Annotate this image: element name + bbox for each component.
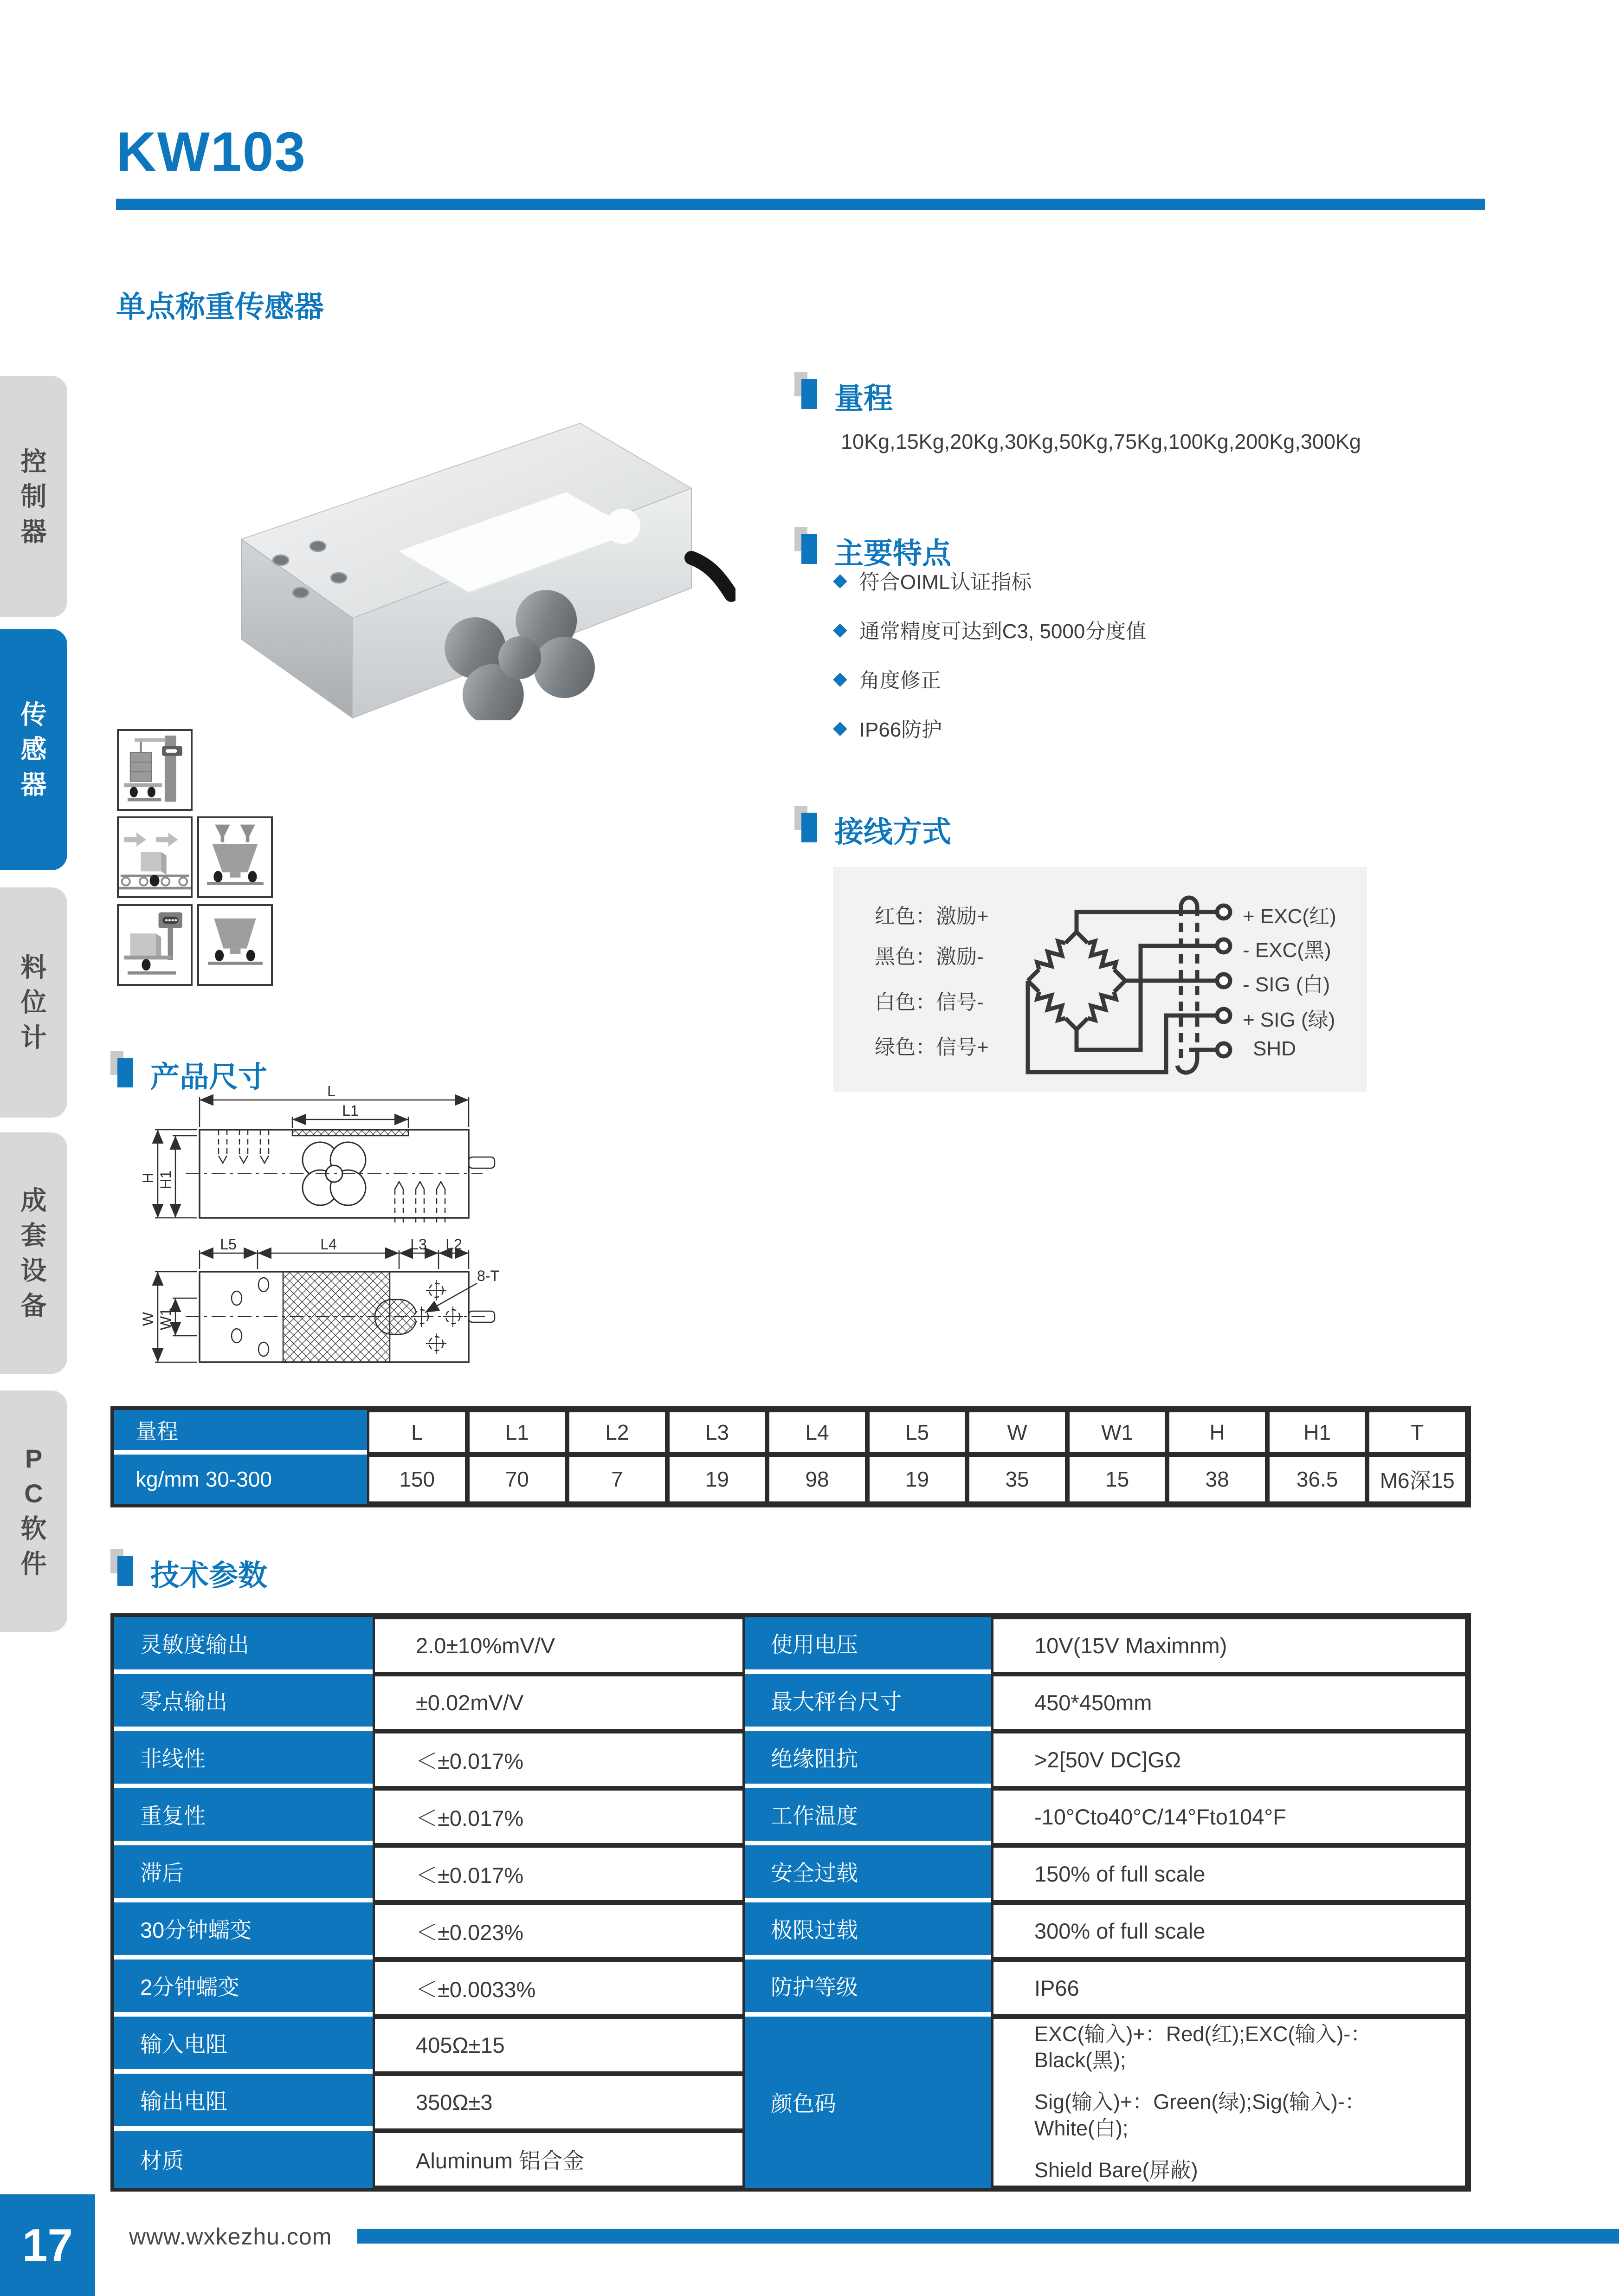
bench-scale-icon bbox=[117, 904, 193, 986]
sidebar-item-level-meters bbox=[0, 887, 67, 1118]
wire-label-red: 红色：激励+ bbox=[875, 905, 989, 928]
section-title: 接线方式 bbox=[834, 816, 951, 848]
sidebar-item-label: 控制器 bbox=[20, 446, 47, 546]
param-label: 使用电压 bbox=[745, 1617, 991, 1674]
dim-table-row-label: kg/mm 30-300 bbox=[114, 1455, 367, 1504]
param-label: 重复性 bbox=[114, 1788, 373, 1845]
terminal-label-sig-minus: - SIG (白) bbox=[1243, 973, 1330, 996]
color-code-line: Shield Bare(屏蔽) bbox=[1034, 2158, 1198, 2182]
diamond-bullet-icon: ◆ bbox=[833, 668, 847, 689]
wire-label-black: 黑色：激励- bbox=[875, 945, 984, 968]
dim-label-8T: 8-T bbox=[477, 1268, 499, 1284]
dim-label-L: L bbox=[327, 1086, 335, 1099]
param-value: ＜±0.017% bbox=[373, 1845, 745, 1902]
sidebar-item-label: 成套设备 bbox=[20, 1185, 47, 1320]
dim-table-value: 98 bbox=[767, 1455, 867, 1504]
cable bbox=[691, 558, 731, 595]
dim-table-value: M6深15 bbox=[1367, 1455, 1467, 1504]
dim-table-header: L2 bbox=[567, 1410, 667, 1455]
dim-table-value: 36.5 bbox=[1267, 1455, 1367, 1504]
dim-label-L3: L3 bbox=[410, 1239, 427, 1253]
feature-text: 角度修正 bbox=[859, 669, 941, 692]
dim-label-L1: L1 bbox=[342, 1102, 359, 1119]
product-photo bbox=[186, 358, 735, 720]
diamond-bullet-icon: ◆ bbox=[833, 570, 847, 590]
dim-label-W: W bbox=[140, 1312, 156, 1326]
page-title: KW103 bbox=[116, 121, 307, 183]
dim-label-L5: L5 bbox=[220, 1239, 237, 1253]
feature-item bbox=[833, 715, 942, 741]
dim-label-L4: L4 bbox=[320, 1239, 337, 1253]
param-label: 极限过载 bbox=[745, 1902, 991, 1960]
param-label: 最大秤台尺寸 bbox=[745, 1674, 991, 1731]
footer-bar bbox=[357, 2229, 1619, 2244]
param-label: 非线性 bbox=[114, 1731, 373, 1788]
param-value: ±0.02mV/V bbox=[373, 1674, 745, 1731]
hopper-scale-icon bbox=[197, 904, 273, 986]
tech-params-table bbox=[110, 1613, 1471, 2192]
param-label: 滞后 bbox=[114, 1845, 373, 1902]
param-label: 绝缘阻抗 bbox=[745, 1731, 991, 1788]
sidebar-item-label: PC软件 bbox=[20, 1443, 47, 1578]
param-label: 输出电阻 bbox=[114, 2074, 373, 2131]
dim-label-H1: H1 bbox=[157, 1170, 174, 1190]
top-view-drawing bbox=[139, 1239, 515, 1392]
feature-text: 符合OIML认证指标 bbox=[859, 571, 1032, 594]
param-value: >2[50V DC]GΩ bbox=[991, 1731, 1467, 1788]
param-value: Aluminum 铝合金 bbox=[373, 2131, 745, 2188]
param-label-color-code: 颜色码 bbox=[745, 2017, 991, 2188]
feature-item bbox=[833, 616, 1146, 642]
param-value: 2.0±10%mV/V bbox=[373, 1617, 745, 1674]
param-label: 输入电阻 bbox=[114, 2017, 373, 2074]
dim-table-header: L4 bbox=[767, 1410, 867, 1455]
dim-table-header-range: 量程 bbox=[114, 1410, 367, 1455]
color-code-line: Sig(输入)+：Green(绿);Sig(输入)-：White(白); bbox=[1034, 2090, 1366, 2140]
param-value: 450*450mm bbox=[991, 1674, 1467, 1731]
param-value: ＜±0.017% bbox=[373, 1731, 745, 1788]
dim-label-L2: L2 bbox=[445, 1239, 462, 1253]
website-url: www.wxkezhu.com bbox=[129, 2224, 332, 2250]
wire-label-green: 绿色：信号+ bbox=[875, 1036, 989, 1059]
param-value: ＜±0.023% bbox=[373, 1902, 745, 1960]
product-subtitle: 单点称重传感器 bbox=[116, 290, 324, 323]
param-label: 灵敏度输出 bbox=[114, 1617, 373, 1674]
dim-label-H: H bbox=[140, 1172, 156, 1184]
section-title: 技术参数 bbox=[150, 1559, 267, 1592]
dim-table-header: L3 bbox=[667, 1410, 768, 1455]
param-value: ＜±0.017% bbox=[373, 1788, 745, 1845]
dim-label-W1: W1 bbox=[157, 1308, 174, 1330]
terminal-label-exc-minus: - EXC(黑) bbox=[1243, 939, 1331, 962]
sidebar-item-sensors bbox=[0, 629, 67, 870]
param-label: 2分钟蠕变 bbox=[114, 1960, 373, 2017]
dim-table-header: H1 bbox=[1267, 1410, 1367, 1455]
dim-table-value: 150 bbox=[367, 1455, 467, 1504]
dim-table-header: T bbox=[1367, 1410, 1467, 1455]
dimension-table bbox=[110, 1406, 1471, 1507]
param-value: 350Ω±3 bbox=[373, 2074, 745, 2131]
terminal-label-exc-plus: + EXC(红) bbox=[1243, 905, 1336, 928]
sidebar-item-label: 传感器 bbox=[20, 699, 47, 799]
side-view-drawing bbox=[139, 1086, 515, 1239]
twin-hopper-scale-icon bbox=[197, 816, 273, 898]
feature-item bbox=[833, 666, 941, 692]
section-title: 量程 bbox=[834, 382, 893, 415]
param-value-color-code bbox=[991, 2017, 1467, 2188]
dim-table-value: 70 bbox=[467, 1455, 568, 1504]
range-values: 10Kg,15Kg,20Kg,30Kg,50Kg,75Kg,100Kg,200Kg,300Kg bbox=[841, 430, 1361, 453]
sidebar-item-pc-software bbox=[0, 1391, 67, 1632]
param-value: IP66 bbox=[991, 1960, 1467, 2017]
param-value: ＜±0.0033% bbox=[373, 1960, 745, 2017]
sidebar-item-controllers bbox=[0, 376, 67, 617]
marker-icon bbox=[801, 813, 817, 842]
sidebar-item-label: 料位计 bbox=[20, 952, 47, 1052]
dim-table-value: 19 bbox=[867, 1455, 968, 1504]
param-label: 30分钟蠕变 bbox=[114, 1902, 373, 1960]
param-value: 300% of full scale bbox=[991, 1902, 1467, 1960]
feature-text: IP66防护 bbox=[859, 718, 942, 741]
marker-icon bbox=[801, 534, 817, 564]
param-value: -10°Cto40°C/14°Fto104°F bbox=[991, 1788, 1467, 1845]
dim-table-value: 38 bbox=[1167, 1455, 1267, 1504]
dim-table-header: L bbox=[367, 1410, 467, 1455]
param-label: 防护等级 bbox=[745, 1960, 991, 2017]
param-label: 安全过载 bbox=[745, 1845, 991, 1902]
section-title: 主要特点 bbox=[834, 537, 951, 570]
wire-label-white: 白色：信号- bbox=[875, 991, 984, 1014]
dim-table-header: W bbox=[967, 1410, 1067, 1455]
page-number-badge: 17 bbox=[0, 2194, 95, 2296]
hanging-scale-icon bbox=[117, 729, 193, 811]
dim-table-header: W1 bbox=[1067, 1410, 1167, 1455]
dim-table-value: 35 bbox=[967, 1455, 1067, 1504]
diamond-bullet-icon: ◆ bbox=[833, 619, 847, 640]
terminal-label-shd: SHD bbox=[1253, 1037, 1296, 1060]
terminal-label-sig-plus: + SIG (绿) bbox=[1243, 1009, 1335, 1031]
dim-table-header: L5 bbox=[867, 1410, 968, 1455]
marker-icon bbox=[117, 1058, 133, 1087]
feature-text: 通常精度可达到C3, 5000分度值 bbox=[859, 620, 1147, 643]
param-label: 零点输出 bbox=[114, 1674, 373, 1731]
marker-icon bbox=[801, 379, 817, 409]
color-code-line: EXC(输入)+：Red(红);EXC(输入)-：Black(黑); bbox=[1034, 2022, 1372, 2072]
sidebar-item-complete-sets bbox=[0, 1132, 67, 1374]
param-value: 10V(15V Maximnm) bbox=[991, 1617, 1467, 1674]
param-label: 材质 bbox=[114, 2131, 373, 2188]
dim-table-header: H bbox=[1167, 1410, 1267, 1455]
dim-table-value: 19 bbox=[667, 1455, 768, 1504]
param-value: 150% of full scale bbox=[991, 1845, 1467, 1902]
feature-item bbox=[833, 567, 1032, 593]
dim-table-value: 7 bbox=[567, 1455, 667, 1504]
section-title: 产品尺寸 bbox=[150, 1061, 267, 1093]
param-label: 工作温度 bbox=[745, 1788, 991, 1845]
dim-table-header: L1 bbox=[467, 1410, 568, 1455]
conveyor-scale-icon bbox=[117, 816, 193, 898]
diamond-bullet-icon: ◆ bbox=[833, 718, 847, 738]
param-value: 405Ω±15 bbox=[373, 2017, 745, 2074]
dim-table-value: 15 bbox=[1067, 1455, 1167, 1504]
title-divider bbox=[116, 199, 1485, 210]
marker-icon bbox=[117, 1556, 133, 1586]
